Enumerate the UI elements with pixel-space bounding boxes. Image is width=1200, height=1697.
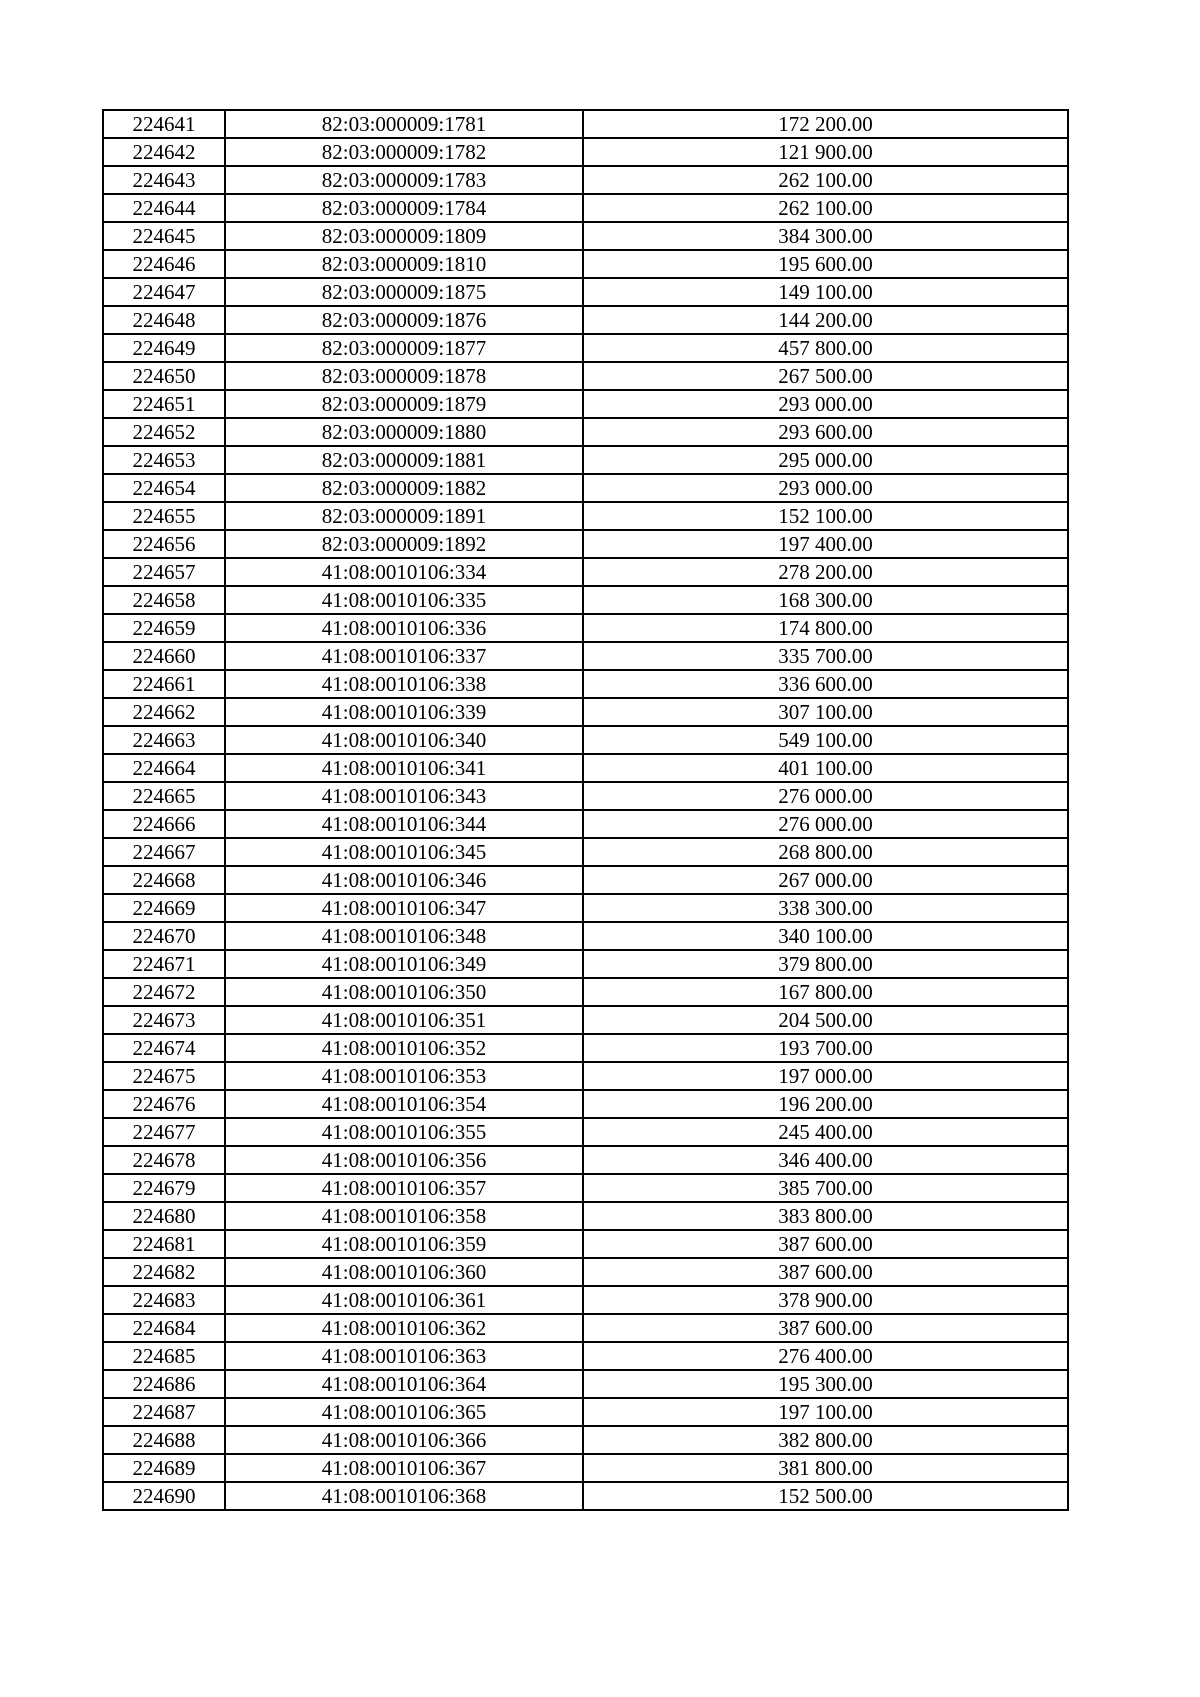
table-row xyxy=(103,1090,1068,1118)
row-number-cell: 224647 xyxy=(103,278,225,306)
cadastral-value-cell: 193 700.00 xyxy=(583,1034,1068,1062)
cadastral-number-cell: 41:08:0010106:334 xyxy=(225,558,583,586)
table-row xyxy=(103,334,1068,362)
row-number-cell: 224645 xyxy=(103,222,225,250)
row-number-cell: 224664 xyxy=(103,754,225,782)
row-number-cell: 224684 xyxy=(103,1314,225,1342)
table-row xyxy=(103,474,1068,502)
table-row xyxy=(103,670,1068,698)
cadastral-value-cell: 268 800.00 xyxy=(583,838,1068,866)
cadastral-number-cell: 82:03:000009:1876 xyxy=(225,306,583,334)
cadastral-value-cell: 335 700.00 xyxy=(583,642,1068,670)
row-number-cell: 224672 xyxy=(103,978,225,1006)
cadastral-number-cell: 41:08:0010106:363 xyxy=(225,1342,583,1370)
table-row xyxy=(103,558,1068,586)
cadastral-number-cell: 41:08:0010106:336 xyxy=(225,614,583,642)
cadastral-value-cell: 457 800.00 xyxy=(583,334,1068,362)
table-row xyxy=(103,866,1068,894)
row-number-cell: 224646 xyxy=(103,250,225,278)
row-number-cell: 224662 xyxy=(103,698,225,726)
cadastral-number-cell: 41:08:0010106:359 xyxy=(225,1230,583,1258)
row-number-cell: 224680 xyxy=(103,1202,225,1230)
cadastral-value-cell: 387 600.00 xyxy=(583,1258,1068,1286)
cadastral-value-cell: 293 600.00 xyxy=(583,418,1068,446)
cadastral-value-cell: 307 100.00 xyxy=(583,698,1068,726)
table-row xyxy=(103,278,1068,306)
cadastral-number-cell: 41:08:0010106:355 xyxy=(225,1118,583,1146)
table-row xyxy=(103,1342,1068,1370)
cadastral-number-cell: 41:08:0010106:353 xyxy=(225,1062,583,1090)
cadastral-value-cell: 346 400.00 xyxy=(583,1146,1068,1174)
cadastral-number-cell: 82:03:000009:1877 xyxy=(225,334,583,362)
cadastral-number-cell: 82:03:000009:1878 xyxy=(225,362,583,390)
cadastral-number-cell: 41:08:0010106:360 xyxy=(225,1258,583,1286)
cadastral-value-cell: 276 400.00 xyxy=(583,1342,1068,1370)
row-number-cell: 224673 xyxy=(103,1006,225,1034)
row-number-cell: 224653 xyxy=(103,446,225,474)
cadastral-number-cell: 41:08:0010106:349 xyxy=(225,950,583,978)
cadastral-value-cell: 379 800.00 xyxy=(583,950,1068,978)
cadastral-number-cell: 82:03:000009:1892 xyxy=(225,530,583,558)
row-number-cell: 224649 xyxy=(103,334,225,362)
row-number-cell: 224663 xyxy=(103,726,225,754)
cadastral-value-cell: 172 200.00 xyxy=(583,110,1068,138)
cadastral-value-cell: 196 200.00 xyxy=(583,1090,1068,1118)
row-number-cell: 224655 xyxy=(103,502,225,530)
cadastral-number-cell: 82:03:000009:1784 xyxy=(225,194,583,222)
cadastral-value-cell: 295 000.00 xyxy=(583,446,1068,474)
row-number-cell: 224648 xyxy=(103,306,225,334)
row-number-cell: 224682 xyxy=(103,1258,225,1286)
cadastral-number-cell: 41:08:0010106:366 xyxy=(225,1426,583,1454)
cadastral-value-cell: 276 000.00 xyxy=(583,810,1068,838)
row-number-cell: 224667 xyxy=(103,838,225,866)
table-body xyxy=(103,110,1068,1510)
cadastral-number-cell: 82:03:000009:1891 xyxy=(225,502,583,530)
cadastral-value-cell: 197 100.00 xyxy=(583,1398,1068,1426)
table-row xyxy=(103,446,1068,474)
cadastral-number-cell: 82:03:000009:1783 xyxy=(225,166,583,194)
table-row xyxy=(103,306,1068,334)
row-number-cell: 224668 xyxy=(103,866,225,894)
cadastral-value-cell: 387 600.00 xyxy=(583,1230,1068,1258)
cadastral-number-cell: 41:08:0010106:362 xyxy=(225,1314,583,1342)
cadastral-value-cell: 338 300.00 xyxy=(583,894,1068,922)
table-row xyxy=(103,1034,1068,1062)
row-number-cell: 224679 xyxy=(103,1174,225,1202)
table-row xyxy=(103,1398,1068,1426)
cadastral-number-cell: 82:03:000009:1809 xyxy=(225,222,583,250)
cadastral-value-cell: 121 900.00 xyxy=(583,138,1068,166)
cadastral-number-cell: 41:08:0010106:346 xyxy=(225,866,583,894)
cadastral-value-cell: 152 500.00 xyxy=(583,1482,1068,1510)
row-number-cell: 224690 xyxy=(103,1482,225,1510)
table-row xyxy=(103,838,1068,866)
cadastral-number-cell: 41:08:0010106:351 xyxy=(225,1006,583,1034)
cadastral-number-cell: 41:08:0010106:364 xyxy=(225,1370,583,1398)
table-row xyxy=(103,894,1068,922)
row-number-cell: 224641 xyxy=(103,110,225,138)
cadastral-value-cell: 336 600.00 xyxy=(583,670,1068,698)
cadastral-number-cell: 41:08:0010106:357 xyxy=(225,1174,583,1202)
table-row xyxy=(103,1118,1068,1146)
table-row xyxy=(103,222,1068,250)
table-row xyxy=(103,614,1068,642)
cadastral-number-cell: 41:08:0010106:367 xyxy=(225,1454,583,1482)
table-row xyxy=(103,726,1068,754)
cadastral-number-cell: 82:03:000009:1881 xyxy=(225,446,583,474)
row-number-cell: 224670 xyxy=(103,922,225,950)
table-row xyxy=(103,502,1068,530)
cadastral-value-cell: 174 800.00 xyxy=(583,614,1068,642)
cadastral-value-cell: 382 800.00 xyxy=(583,1426,1068,1454)
table-row xyxy=(103,362,1068,390)
table-row xyxy=(103,1482,1068,1510)
cadastral-number-cell: 82:03:000009:1882 xyxy=(225,474,583,502)
table-row xyxy=(103,810,1068,838)
cadastral-number-cell: 41:08:0010106:339 xyxy=(225,698,583,726)
cadastral-number-cell: 41:08:0010106:352 xyxy=(225,1034,583,1062)
table-row xyxy=(103,138,1068,166)
cadastral-value-cell: 276 000.00 xyxy=(583,782,1068,810)
cadastral-number-cell: 82:03:000009:1880 xyxy=(225,418,583,446)
table-row xyxy=(103,166,1068,194)
table-row xyxy=(103,1006,1068,1034)
cadastral-number-cell: 41:08:0010106:348 xyxy=(225,922,583,950)
table-row xyxy=(103,250,1068,278)
table-row xyxy=(103,1062,1068,1090)
cadastral-number-cell: 41:08:0010106:347 xyxy=(225,894,583,922)
row-number-cell: 224685 xyxy=(103,1342,225,1370)
cadastral-value-cell: 267 500.00 xyxy=(583,362,1068,390)
cadastral-number-cell: 41:08:0010106:354 xyxy=(225,1090,583,1118)
cadastral-value-cell: 401 100.00 xyxy=(583,754,1068,782)
cadastral-value-cell: 381 800.00 xyxy=(583,1454,1068,1482)
row-number-cell: 224642 xyxy=(103,138,225,166)
cadastral-value-cell: 152 100.00 xyxy=(583,502,1068,530)
cadastral-number-cell: 82:03:000009:1879 xyxy=(225,390,583,418)
table-row xyxy=(103,1454,1068,1482)
table-row xyxy=(103,530,1068,558)
row-number-cell: 224659 xyxy=(103,614,225,642)
table-row xyxy=(103,1202,1068,1230)
row-number-cell: 224650 xyxy=(103,362,225,390)
cadastral-number-cell: 82:03:000009:1782 xyxy=(225,138,583,166)
row-number-cell: 224675 xyxy=(103,1062,225,1090)
table-row xyxy=(103,922,1068,950)
row-number-cell: 224686 xyxy=(103,1370,225,1398)
cadastral-number-cell: 41:08:0010106:335 xyxy=(225,586,583,614)
row-number-cell: 224657 xyxy=(103,558,225,586)
cadastral-value-cell: 195 300.00 xyxy=(583,1370,1068,1398)
cadastral-value-cell: 278 200.00 xyxy=(583,558,1068,586)
cadastral-number-cell: 82:03:000009:1810 xyxy=(225,250,583,278)
row-number-cell: 224660 xyxy=(103,642,225,670)
row-number-cell: 224687 xyxy=(103,1398,225,1426)
cadastral-value-cell: 293 000.00 xyxy=(583,474,1068,502)
cadastral-number-cell: 41:08:0010106:338 xyxy=(225,670,583,698)
cadastral-number-cell: 41:08:0010106:350 xyxy=(225,978,583,1006)
row-number-cell: 224678 xyxy=(103,1146,225,1174)
row-number-cell: 224665 xyxy=(103,782,225,810)
cadastral-value-cell: 340 100.00 xyxy=(583,922,1068,950)
cadastral-value-cell: 387 600.00 xyxy=(583,1314,1068,1342)
cadastral-value-cell: 197 400.00 xyxy=(583,530,1068,558)
cadastral-value-cell: 262 100.00 xyxy=(583,166,1068,194)
cadastral-number-cell: 41:08:0010106:343 xyxy=(225,782,583,810)
row-number-cell: 224658 xyxy=(103,586,225,614)
cadastral-number-cell: 82:03:000009:1781 xyxy=(225,110,583,138)
cadastral-number-cell: 41:08:0010106:337 xyxy=(225,642,583,670)
row-number-cell: 224661 xyxy=(103,670,225,698)
table-row xyxy=(103,950,1068,978)
cadastral-value-cell: 197 000.00 xyxy=(583,1062,1068,1090)
row-number-cell: 224643 xyxy=(103,166,225,194)
row-number-cell: 224688 xyxy=(103,1426,225,1454)
row-number-cell: 224651 xyxy=(103,390,225,418)
cadastral-value-cell: 384 300.00 xyxy=(583,222,1068,250)
cadastral-value-cell: 549 100.00 xyxy=(583,726,1068,754)
cadastral-number-cell: 41:08:0010106:365 xyxy=(225,1398,583,1426)
row-number-cell: 224681 xyxy=(103,1230,225,1258)
table-row xyxy=(103,978,1068,1006)
row-number-cell: 224652 xyxy=(103,418,225,446)
row-number-cell: 224683 xyxy=(103,1286,225,1314)
table-row xyxy=(103,1174,1068,1202)
row-number-cell: 224689 xyxy=(103,1454,225,1482)
table-row xyxy=(103,110,1068,138)
cadastral-value-cell: 378 900.00 xyxy=(583,1286,1068,1314)
table-row xyxy=(103,1286,1068,1314)
table-row xyxy=(103,782,1068,810)
cadastral-value-cell: 267 000.00 xyxy=(583,866,1068,894)
cadastral-number-cell: 82:03:000009:1875 xyxy=(225,278,583,306)
cadastral-number-cell: 41:08:0010106:361 xyxy=(225,1286,583,1314)
table-row xyxy=(103,1370,1068,1398)
row-number-cell: 224656 xyxy=(103,530,225,558)
row-number-cell: 224654 xyxy=(103,474,225,502)
table-row xyxy=(103,642,1068,670)
table-row xyxy=(103,1146,1068,1174)
cadastral-number-cell: 41:08:0010106:340 xyxy=(225,726,583,754)
cadastral-value-cell: 385 700.00 xyxy=(583,1174,1068,1202)
row-number-cell: 224669 xyxy=(103,894,225,922)
cadastral-number-cell: 41:08:0010106:358 xyxy=(225,1202,583,1230)
cadastral-value-cell: 168 300.00 xyxy=(583,586,1068,614)
cadastral-value-cell: 167 800.00 xyxy=(583,978,1068,1006)
table-row xyxy=(103,1426,1068,1454)
table-row xyxy=(103,1314,1068,1342)
cadastral-value-cell: 245 400.00 xyxy=(583,1118,1068,1146)
cadastral-value-cell: 383 800.00 xyxy=(583,1202,1068,1230)
cadastral-number-cell: 41:08:0010106:344 xyxy=(225,810,583,838)
row-number-cell: 224676 xyxy=(103,1090,225,1118)
cadastral-number-cell: 41:08:0010106:341 xyxy=(225,754,583,782)
table-row xyxy=(103,754,1068,782)
cadastral-value-cell: 149 100.00 xyxy=(583,278,1068,306)
cadastral-number-cell: 41:08:0010106:345 xyxy=(225,838,583,866)
table-row xyxy=(103,1230,1068,1258)
table-row xyxy=(103,698,1068,726)
cadastral-value-cell: 144 200.00 xyxy=(583,306,1068,334)
table-row xyxy=(103,586,1068,614)
row-number-cell: 224666 xyxy=(103,810,225,838)
cadastral-value-cell: 293 000.00 xyxy=(583,390,1068,418)
cadastral-number-cell: 41:08:0010106:356 xyxy=(225,1146,583,1174)
table-row xyxy=(103,390,1068,418)
row-number-cell: 224677 xyxy=(103,1118,225,1146)
row-number-cell: 224674 xyxy=(103,1034,225,1062)
row-number-cell: 224671 xyxy=(103,950,225,978)
row-number-cell: 224644 xyxy=(103,194,225,222)
table-row xyxy=(103,418,1068,446)
cadastral-value-table xyxy=(102,109,1069,1511)
cadastral-value-cell: 262 100.00 xyxy=(583,194,1068,222)
cadastral-number-cell: 41:08:0010106:368 xyxy=(225,1482,583,1510)
cadastral-value-cell: 204 500.00 xyxy=(583,1006,1068,1034)
table-row xyxy=(103,1258,1068,1286)
cadastral-value-cell: 195 600.00 xyxy=(583,250,1068,278)
table-row xyxy=(103,194,1068,222)
